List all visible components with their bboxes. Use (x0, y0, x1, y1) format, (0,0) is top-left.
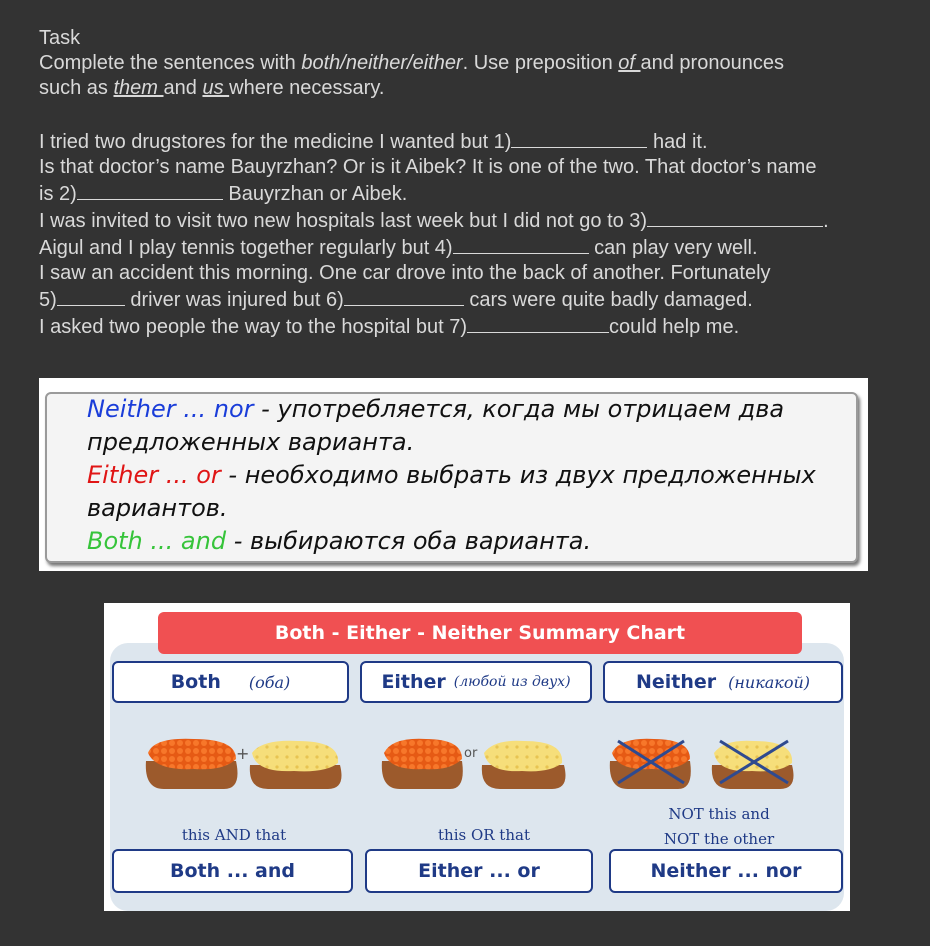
summary-chart (104, 603, 850, 911)
instr-text: such as (39, 77, 114, 99)
cheese-sandwich-icon (482, 741, 566, 789)
grammar-note-text (87, 393, 847, 558)
blank-1[interactable] (511, 128, 647, 148)
neither-nor-box: Neither ... nor (609, 849, 843, 893)
instr-text: . Use preposition (462, 52, 619, 74)
sentence-1 (39, 128, 919, 155)
label-both-text: Both (170, 671, 221, 693)
label-either-ru: (любой из двух) (453, 674, 571, 690)
exercise-sentences (39, 128, 919, 340)
caviar-sandwich-icon (146, 739, 238, 789)
sentence-text: I asked two people the way to the hospital but 7) (39, 316, 468, 338)
blank-3[interactable] (647, 207, 823, 227)
instr-text: and (163, 77, 203, 99)
label-either (360, 661, 592, 703)
blank-2[interactable] (77, 180, 223, 200)
note-neither-text-2: предложенных варианта. (87, 428, 415, 456)
blank-4[interactable] (453, 234, 589, 254)
caviar-sandwich-icon (382, 739, 463, 789)
crossed-caviar-sandwich-icon (610, 739, 691, 789)
sentence-3 (39, 207, 919, 234)
note-neither: Neither ... nor (87, 395, 254, 423)
crossed-cheese-sandwich-icon (712, 741, 794, 789)
sentence-text: had it. (647, 131, 708, 153)
sentence-4 (39, 234, 919, 261)
instr-of: of (618, 52, 641, 74)
sentence-text: is 2) (39, 183, 77, 205)
plus-symbol: + (236, 744, 250, 763)
caption-neither-2: NOT the other (663, 830, 775, 848)
note-neither-text: - употребляется, когда мы отрицаем два (253, 395, 785, 423)
caption-neither-1: NOT this and (668, 805, 770, 823)
sentence-2-cont (39, 180, 919, 207)
grammar-note (39, 378, 868, 571)
instr-keywords: both/neither/either (301, 52, 463, 74)
label-neither-text: Neither (635, 671, 717, 693)
task-title: Task (39, 27, 81, 49)
caption-both: this AND that (181, 826, 287, 844)
cheese-sandwich-icon (250, 741, 342, 789)
sentence-text: Bauyrzhan or Aibek. (222, 183, 408, 205)
label-both (112, 661, 349, 703)
note-both-text: - выбираются оба варианта. (226, 527, 592, 555)
note-either-text-2: вариантов. (87, 494, 228, 522)
blank-6[interactable] (344, 286, 464, 306)
task-instructions (39, 51, 899, 101)
instr-text: and pronounces (640, 52, 784, 74)
label-neither-ru: (никакой) (728, 672, 811, 692)
or-symbol: or (464, 746, 478, 761)
label-both-ru: (оба) (248, 672, 291, 692)
label-either-text: Either (381, 671, 446, 693)
sentence-text: . (823, 210, 829, 232)
label-neither (603, 661, 843, 703)
blank-7[interactable] (467, 313, 609, 333)
instr-text: where necessary. (229, 77, 385, 99)
sentence-5-cont (39, 286, 919, 313)
note-either: Either ... or (87, 461, 221, 489)
both-and-box: Both ... and (112, 849, 353, 893)
sentence-text: could help me. (609, 316, 740, 338)
instr-text: Complete the sentences with (39, 52, 302, 74)
sentence-text: Aigul and I play tennis together regularly but 4) (39, 237, 453, 259)
blank-5[interactable] (57, 286, 125, 306)
note-either-text: - необходимо выбрать из двух предложенных (220, 461, 816, 489)
sentence-text: Is that doctor’s name Bauyrzhan? Or is it Aibek? It is one of the two. That doctor’s name (39, 156, 817, 178)
sentence-6 (39, 313, 919, 340)
sandwich-illustrations (104, 723, 850, 803)
sentence-text: driver was injured but 6) (124, 289, 344, 311)
sentence-text: 5) (39, 289, 57, 311)
sentence-text: I tried two drugstores for the medicine I wanted but 1) (39, 131, 512, 153)
chart-title: Both - Either - Neither Summary Chart (158, 612, 802, 654)
caption-either: this OR that (438, 826, 530, 844)
sentence-text: I saw an accident this morning. One car drove into the back of another. Fortunately (39, 262, 771, 284)
instr-us: us (202, 77, 230, 99)
sentence-text: I was invited to visit two new hospitals last week but I did not go to 3) (39, 210, 648, 232)
sentence-5 (39, 261, 919, 286)
either-or-box: Either ... or (365, 849, 593, 893)
note-both: Both ... and (87, 527, 227, 555)
sentence-2 (39, 155, 919, 180)
sentence-text: can play very well. (588, 237, 758, 259)
task-section (39, 26, 899, 101)
sentence-text: cars were quite badly damaged. (463, 289, 753, 311)
instr-them: them (113, 77, 164, 99)
